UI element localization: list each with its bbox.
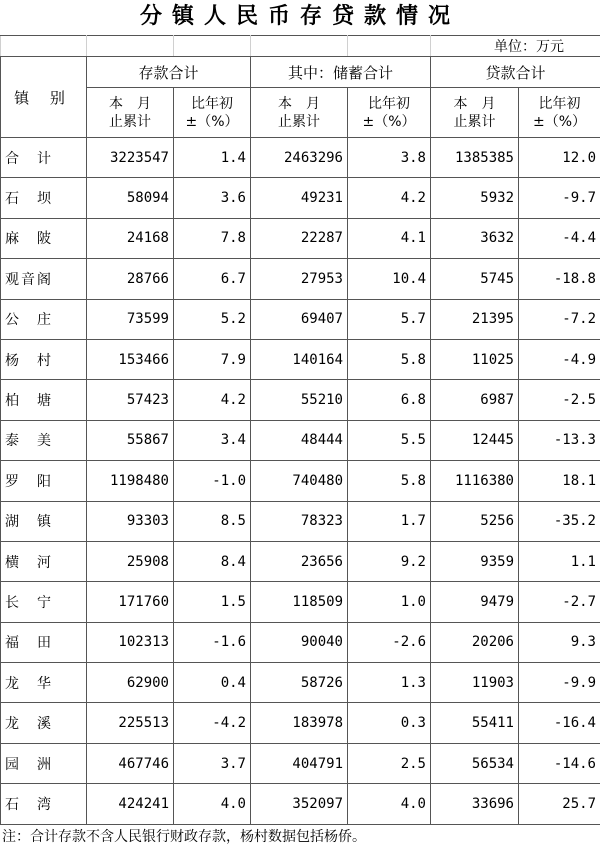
deposit-total-header: 存款合计 [87, 57, 251, 88]
table-row [1, 703, 600, 743]
savings-cell: 352097 [251, 784, 348, 824]
deposit-pct-cell: 7.9 [174, 339, 251, 379]
loan-cell: 5256 [431, 501, 519, 541]
town-name-cell: 石 湾 [1, 784, 87, 824]
savings-cell: 140164 [251, 339, 348, 379]
table-row [1, 743, 600, 783]
deposit-cell: 25908 [87, 541, 174, 581]
loan-pct-cell: -18.8 [519, 259, 600, 299]
loan-cell: 6987 [431, 380, 519, 420]
table-row [1, 582, 600, 622]
deposit-pct-cell: 1.5 [174, 582, 251, 622]
town-name-cell: 公 庄 [1, 299, 87, 339]
loan-cell: 5745 [431, 259, 519, 299]
deposit-cell: 58094 [87, 178, 174, 218]
loan-change-header: 比年初 ±（%） [519, 88, 600, 138]
loan-pct-cell: -16.4 [519, 703, 600, 743]
unit-row [1, 36, 600, 57]
loan-pct-cell: -13.3 [519, 420, 600, 460]
loan-pct-cell: -9.9 [519, 663, 600, 703]
loan-pct-cell: -4.4 [519, 218, 600, 258]
savings-pct-cell: 2.5 [348, 743, 431, 783]
header-row-1 [1, 57, 600, 88]
deposit-pct-cell: -4.2 [174, 703, 251, 743]
loan-cell: 56534 [431, 743, 519, 783]
deposit-cell: 57423 [87, 380, 174, 420]
loan-total-header: 贷款合计 [431, 57, 600, 88]
deposit-cell: 102313 [87, 622, 174, 662]
loan-pct-cell: -14.6 [519, 743, 600, 783]
town-name-cell: 杨 村 [1, 339, 87, 379]
loan-pct-cell: -2.7 [519, 582, 600, 622]
loan-cell: 21395 [431, 299, 519, 339]
savings-cell: 23656 [251, 541, 348, 581]
loan-cell: 33696 [431, 784, 519, 824]
deposit-cell: 93303 [87, 501, 174, 541]
savings-cell: 90040 [251, 622, 348, 662]
loan-cell: 12445 [431, 420, 519, 460]
deposit-month-header: 本 月 止累计 [87, 88, 174, 138]
savings-cell: 55210 [251, 380, 348, 420]
loan-cell: 1385385 [431, 138, 519, 178]
deposit-pct-cell: 1.4 [174, 138, 251, 178]
loan-pct-cell: -4.9 [519, 339, 600, 379]
loan-pct-cell: 18.1 [519, 461, 600, 501]
savings-pct-cell: 6.8 [348, 380, 431, 420]
loan-cell: 5932 [431, 178, 519, 218]
savings-pct-cell: -2.6 [348, 622, 431, 662]
savings-pct-cell: 3.8 [348, 138, 431, 178]
deposit-loan-table [0, 35, 600, 825]
town-name-cell: 园 洲 [1, 743, 87, 783]
loan-cell: 20206 [431, 622, 519, 662]
loan-cell: 3632 [431, 218, 519, 258]
savings-cell: 27953 [251, 259, 348, 299]
deposit-pct-cell: 4.2 [174, 380, 251, 420]
savings-pct-cell: 9.2 [348, 541, 431, 581]
deposit-cell: 225513 [87, 703, 174, 743]
table-row [1, 178, 600, 218]
loan-cell: 1116380 [431, 461, 519, 501]
unit-label: 单位：万元 [431, 36, 600, 57]
deposit-pct-cell: 0.4 [174, 663, 251, 703]
savings-cell: 183978 [251, 703, 348, 743]
loan-cell: 9359 [431, 541, 519, 581]
deposit-cell: 467746 [87, 743, 174, 783]
savings-change-header: 比年初 ±（%） [348, 88, 431, 138]
savings-cell: 58726 [251, 663, 348, 703]
loan-cell: 11903 [431, 663, 519, 703]
deposit-pct-cell: 6.7 [174, 259, 251, 299]
deposit-pct-cell: 3.7 [174, 743, 251, 783]
town-name-cell: 合 计 [1, 138, 87, 178]
deposit-cell: 28766 [87, 259, 174, 299]
town-name-cell: 龙 溪 [1, 703, 87, 743]
savings-pct-cell: 4.0 [348, 784, 431, 824]
deposit-cell: 424241 [87, 784, 174, 824]
deposit-change-header: 比年初 ±（%） [174, 88, 251, 138]
deposit-pct-cell: -1.0 [174, 461, 251, 501]
savings-pct-cell: 5.5 [348, 420, 431, 460]
table-row [1, 784, 600, 824]
table-row [1, 501, 600, 541]
town-name-cell: 湖 镇 [1, 501, 87, 541]
town-name-cell: 观音阁 [1, 259, 87, 299]
deposit-cell: 55867 [87, 420, 174, 460]
deposit-pct-cell: 3.6 [174, 178, 251, 218]
page-title: 分镇人民币存贷款情况 [139, 4, 460, 29]
table-row [1, 218, 600, 258]
table-row [1, 461, 600, 501]
loan-pct-cell: 12.0 [519, 138, 600, 178]
savings-month-header: 本 月 止累计 [251, 88, 348, 138]
deposit-pct-cell: 8.5 [174, 501, 251, 541]
savings-pct-cell: 4.1 [348, 218, 431, 258]
footnote: 注：合计存款不含人民银行财政存款，杨村数据包括杨侨。 [2, 829, 366, 845]
savings-pct-cell: 1.7 [348, 501, 431, 541]
town-name-cell: 柏 塘 [1, 380, 87, 420]
savings-total-header: 其中：储蓄合计 [251, 57, 431, 88]
table-row [1, 339, 600, 379]
loan-cell: 11025 [431, 339, 519, 379]
loan-cell: 9479 [431, 582, 519, 622]
town-name-cell: 长 宁 [1, 582, 87, 622]
table-row [1, 663, 600, 703]
savings-cell: 78323 [251, 501, 348, 541]
town-name-cell: 罗 阳 [1, 461, 87, 501]
table-row [1, 299, 600, 339]
deposit-pct-cell: 3.4 [174, 420, 251, 460]
loan-pct-cell: -7.2 [519, 299, 600, 339]
town-name-cell: 泰 美 [1, 420, 87, 460]
savings-cell: 49231 [251, 178, 348, 218]
loan-pct-cell: 1.1 [519, 541, 600, 581]
deposit-pct-cell: 5.2 [174, 299, 251, 339]
savings-pct-cell: 1.3 [348, 663, 431, 703]
town-name-cell: 福 田 [1, 622, 87, 662]
deposit-cell: 3223547 [87, 138, 174, 178]
deposit-cell: 171760 [87, 582, 174, 622]
deposit-pct-cell: 8.4 [174, 541, 251, 581]
loan-cell: 55411 [431, 703, 519, 743]
loan-pct-cell: -35.2 [519, 501, 600, 541]
deposit-cell: 62900 [87, 663, 174, 703]
town-name-cell: 横 河 [1, 541, 87, 581]
savings-pct-cell: 0.3 [348, 703, 431, 743]
table-row [1, 622, 600, 662]
table-row [1, 259, 600, 299]
savings-cell: 2463296 [251, 138, 348, 178]
table-row [1, 420, 600, 460]
table-row [1, 541, 600, 581]
savings-pct-cell: 10.4 [348, 259, 431, 299]
deposit-cell: 1198480 [87, 461, 174, 501]
savings-pct-cell: 5.8 [348, 461, 431, 501]
town-header: 镇 别 [1, 57, 87, 138]
town-name-cell: 石 坝 [1, 178, 87, 218]
deposit-cell: 153466 [87, 339, 174, 379]
town-name-cell: 麻 陂 [1, 218, 87, 258]
savings-pct-cell: 5.8 [348, 339, 431, 379]
deposit-pct-cell: -1.6 [174, 622, 251, 662]
savings-cell: 69407 [251, 299, 348, 339]
loan-pct-cell: -9.7 [519, 178, 600, 218]
savings-cell: 404791 [251, 743, 348, 783]
deposit-cell: 73599 [87, 299, 174, 339]
header-row-2 [1, 88, 600, 138]
table-row [1, 138, 600, 178]
loan-pct-cell: 25.7 [519, 784, 600, 824]
savings-cell: 22287 [251, 218, 348, 258]
deposit-pct-cell: 7.8 [174, 218, 251, 258]
town-name-cell: 龙 华 [1, 663, 87, 703]
loan-month-header: 本 月 止累计 [431, 88, 519, 138]
deposit-pct-cell: 4.0 [174, 784, 251, 824]
savings-cell: 48444 [251, 420, 348, 460]
loan-pct-cell: 9.3 [519, 622, 600, 662]
savings-pct-cell: 5.7 [348, 299, 431, 339]
deposit-cell: 24168 [87, 218, 174, 258]
savings-cell: 740480 [251, 461, 348, 501]
savings-pct-cell: 1.0 [348, 582, 431, 622]
table-row [1, 380, 600, 420]
savings-cell: 118509 [251, 582, 348, 622]
loan-pct-cell: -2.5 [519, 380, 600, 420]
savings-pct-cell: 4.2 [348, 178, 431, 218]
